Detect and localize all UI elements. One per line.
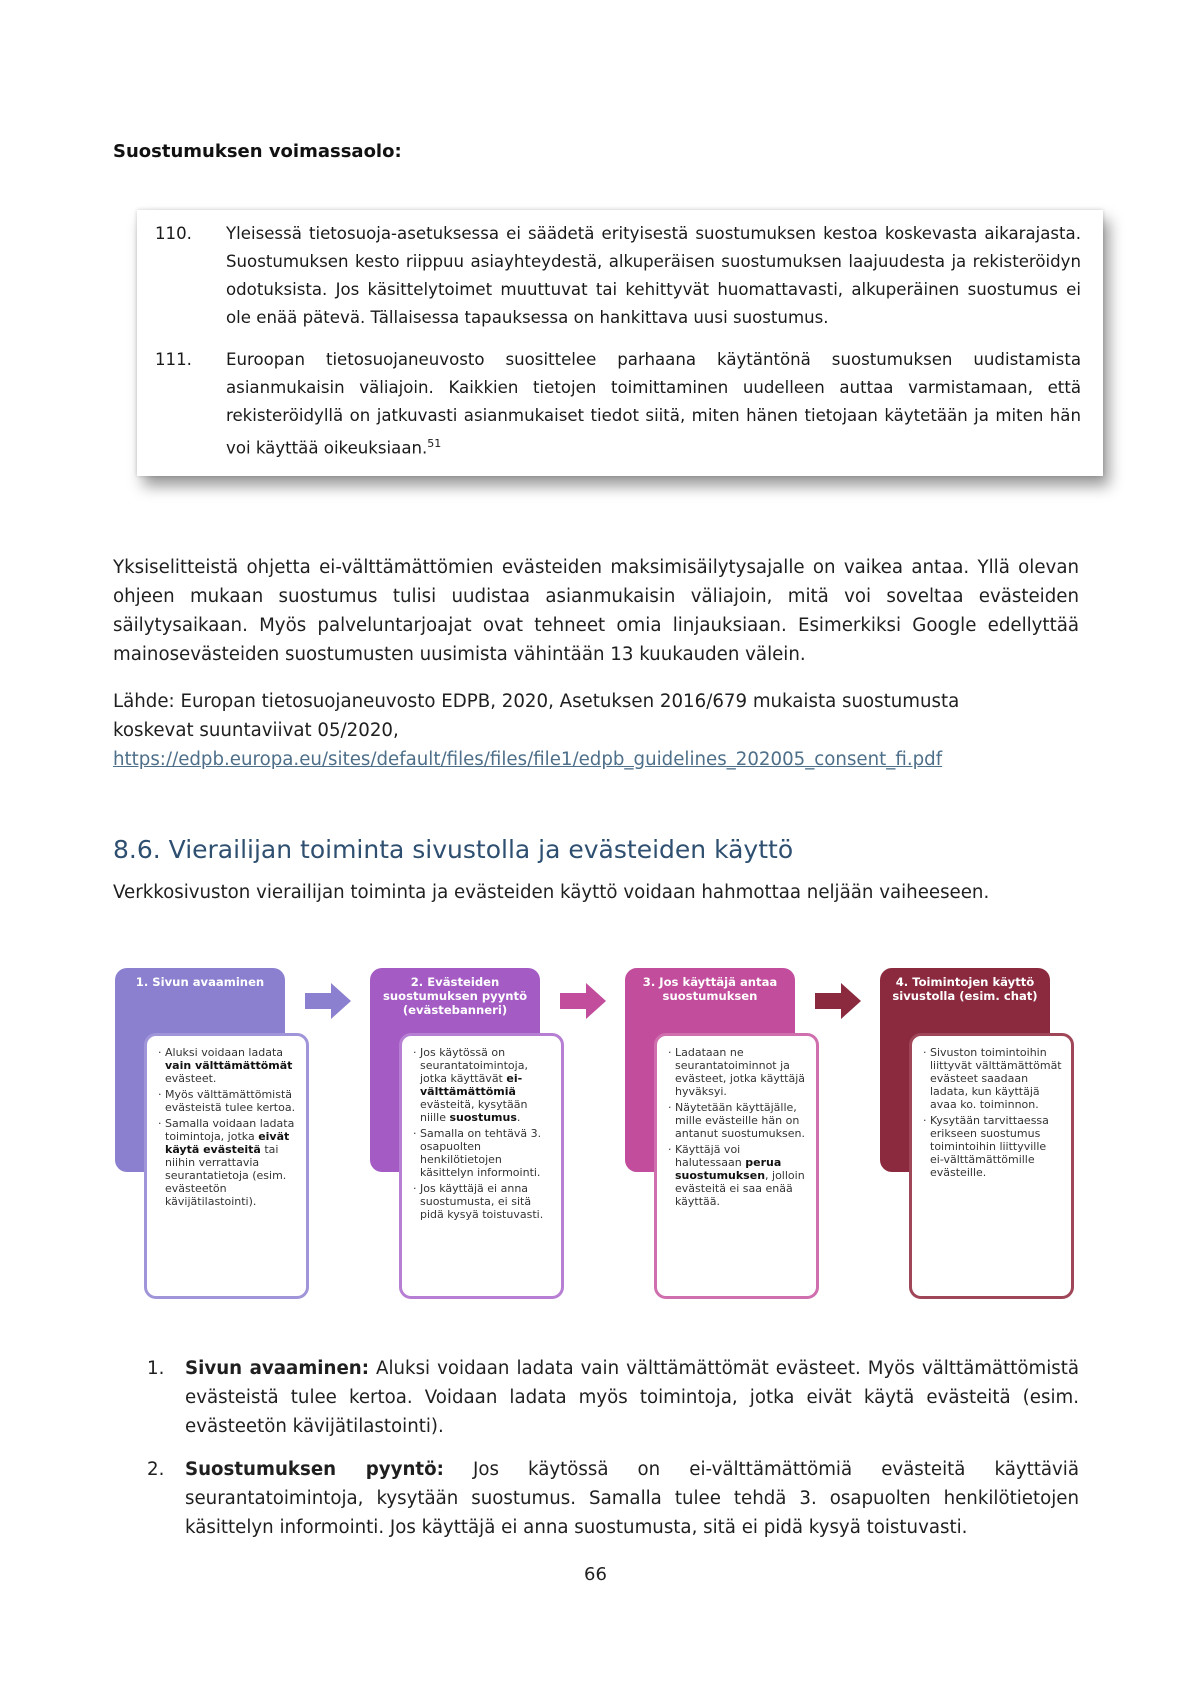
quoted-excerpt: [137, 210, 1103, 476]
body-paragraph: Yksiselitteistä ohjetta ei-välttämättömien evästeiden maksimisäilytysajalle on vaikea antaa. Yllä olevan ohjeen mukaan suostumus tulisi uudistaa asianmukaisin väliajoin, mitä voi soveltaa evästeiden säilytysaikaan. Myös palveluntarjoajat ovat tehneet omia linjauksiaan. Esimerkiksi Google edellyttää mainosevästeiden suostumusten uusimista vähintään 13 kuukauden välein.: [113, 557, 1079, 665]
diagram-stage: [115, 968, 315, 1298]
stage-bullet: · Sivuston toimintoihin liittyvät välttämättömät evästeet saadaan ladata, kun käyttäjä avaa ko. toiminnon.: [924, 1046, 1063, 1111]
footnote-ref: 51: [427, 437, 442, 450]
stage-card: [909, 1033, 1074, 1299]
diagram-stage: [370, 968, 570, 1298]
numbered-list: [147, 1354, 1079, 1556]
list-item-title: Sivun avaaminen:: [185, 1358, 370, 1379]
excerpt-paragraph-110: [155, 220, 1081, 332]
page-number: 66: [584, 1564, 607, 1585]
stage-card: [399, 1033, 564, 1299]
cookie-stages-diagram: [115, 968, 1081, 1298]
stage-title: 3. Jos käyttäjä antaa suostumuksen: [642, 975, 778, 1003]
stage-bullet: · Jos käytössä on seurantatoimintoja, jotka käyttävät ei-välttämättömiä evästeitä, kysytään niille suostumus.: [414, 1046, 553, 1124]
arrow-right-icon: [305, 983, 351, 1019]
source-text: Lähde: Europan tietosuojaneuvosto EDPB, 2020, Asetuksen 2016/679 mukaista suostumusta koskevat suuntaviivat 05/2020,: [113, 691, 960, 741]
source-citation: [113, 687, 1013, 774]
list-number: 1.: [147, 1358, 165, 1379]
excerpt-text: Yleisessä tietosuoja-asetuksessa ei säädetä erityisestä suostumuksen kestoa koskevasta aikarajasta. Suostumuksen kesto riippuu asiayhteydestä, alkuperäisen suostumuksen laajuudesta ja rekisteröidyn odotuksista. Jos käsittelytoimet muuttuvat tai kehittyvät huomattavasti, alkuperäinen suostumus ei ole enää pätevä. Tällaisessa tapauksessa on hankittava uusi suostumus.: [226, 224, 1081, 327]
stage-bullet: · Myös välttämättömistä evästeistä tulee kertoa.: [159, 1088, 298, 1114]
list-item-text: Jos käytössä on ei-välttämättömiä evästeitä käyttäviä seurantatoimintoja, kysytään suostumus. Samalla tulee tehdä 3. osapuolten henkilötietojen käsittelyn informointi. Jos käyttäjä ei anna suostumusta, sitä ei pidä kysyä toistuvasti.: [185, 1459, 1079, 1538]
diagram-stage: [625, 968, 825, 1298]
arrow-right-icon: [815, 983, 861, 1019]
stage-bullet: · Samalla on tehtävä 3. osapuolten henkilötietojen käsittelyn informointi.: [414, 1127, 553, 1179]
stage-bullet: · Jos käyttäjä ei anna suostumusta, ei sitä pidä kysyä toistuvasti.: [414, 1182, 553, 1221]
stage-bullet: · Ladataan ne seurantatoiminnot ja evästeet, jotka käyttäjä hyväksyi.: [669, 1046, 808, 1098]
list-item-text: Aluksi voidaan ladata vain välttämättömät evästeet. Myös välttämättömistä evästeistä tulee kertoa. Voidaan ladata myös toimintoja, jotka eivät käytä evästeitä (esim. evästeetön kävijätilastointi).: [185, 1358, 1079, 1437]
excerpt-number: 111.: [155, 350, 192, 369]
stage-bullet: · Aluksi voidaan ladata vain välttämättömät evästeet.: [159, 1046, 298, 1085]
excerpt-number: 110.: [155, 224, 192, 243]
diagram-stage: [880, 968, 1080, 1298]
list-item-title: Suostumuksen pyyntö:: [185, 1459, 444, 1480]
section-heading: 8.6. Vierailijan toiminta sivustolla ja evästeiden käyttö: [113, 835, 794, 864]
section-intro: Verkkosivuston vierailijan toiminta ja evästeiden käyttö voidaan hahmottaa neljään vaiheeseen.: [113, 882, 990, 903]
stage-card: [654, 1033, 819, 1299]
excerpt-paragraph-111: [155, 346, 1081, 463]
arrow-right-icon: [560, 983, 606, 1019]
stage-title: 2. Evästeiden suostumuksen pyyntö (evästebanneri): [382, 975, 528, 1017]
stage-card: [144, 1033, 309, 1299]
stage-title: 1. Sivun avaaminen: [135, 975, 265, 989]
list-item: [147, 1354, 1079, 1441]
stage-bullet: · Käyttäjä voi halutessaan perua suostumuksen, jolloin evästeitä ei saa enää käyttää.: [669, 1143, 808, 1208]
stage-bullet: · Näytetään käyttäjälle, mille evästeille hän on antanut suostumuksen.: [669, 1101, 808, 1140]
excerpt-text: Euroopan tietosuojaneuvosto suosittelee parhaana käytäntönä suostumuksen uudistamista asianmukaisin väliajoin. Kaikkien tietojen toimittaminen uudelleen auttaa varmistamaan, että rekisteröidyllä on jatkuvasti asianmukaiset tiedot siitä, miten hänen tietojaan käytetään ja miten hän voi käyttää oikeuksiaan.: [226, 350, 1081, 458]
stage-bullet: · Kysytään tarvittaessa erikseen suostumus toimintoihin liittyville ei-välttämättömille evästeille.: [924, 1114, 1063, 1179]
list-item: [147, 1455, 1079, 1542]
subheading: Suostumuksen voimassaolo:: [113, 141, 402, 162]
excerpt-text-wrap: [226, 346, 1081, 463]
stage-bullet: · Samalla voidaan ladata toimintoja, jotka eivät käytä evästeitä tai niihin verrattavia seurantatietoja (esim. evästeetön kävijätilastointi).: [159, 1117, 298, 1208]
list-number: 2.: [147, 1459, 165, 1480]
stage-title: 4. Toimintojen käyttö sivustolla (esim. chat): [892, 975, 1038, 1003]
source-link[interactable]: https://edpb.europa.eu/sites/default/files/files/file1/edpb_guidelines_202005_consent_fi.pdf: [113, 749, 943, 770]
